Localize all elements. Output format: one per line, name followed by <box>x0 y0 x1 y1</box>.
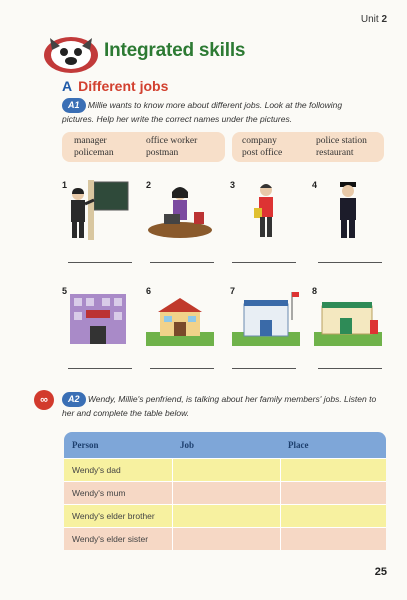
job-cell[interactable] <box>172 527 280 550</box>
person-cell: Wendy's mum <box>64 481 172 504</box>
picture-number: 6 <box>146 286 152 296</box>
picture-number: 7 <box>230 286 236 296</box>
manager-picture <box>64 180 132 240</box>
table-header: Place <box>280 432 386 458</box>
answer-line[interactable] <box>150 368 214 369</box>
unit-number: 2 <box>381 14 387 25</box>
unit-text: Unit <box>360 14 379 25</box>
dog-mascot-icon <box>42 30 100 76</box>
unit-label <box>361 14 387 25</box>
police-station-picture <box>232 290 300 350</box>
person-cell: Wendy's elder sister <box>64 527 172 550</box>
word-item: restaurant <box>316 148 354 158</box>
section-title: Different jobs <box>78 78 169 94</box>
picture-number: 4 <box>312 180 318 190</box>
word-item: policeman <box>74 148 114 158</box>
policeman-picture <box>314 180 382 240</box>
answer-line[interactable] <box>318 368 382 369</box>
answer-line[interactable] <box>318 262 382 263</box>
table-row <box>64 458 386 481</box>
picture-number: 1 <box>62 180 68 190</box>
postman-picture <box>232 180 300 240</box>
word-item: post office <box>242 148 283 158</box>
a2-text: Wendy, Millie's penfriend, is talking about her family members' jobs. Listen to her and complete the table below. <box>62 394 377 418</box>
a2-tag: A2 <box>62 392 86 407</box>
page-number: 25 <box>374 566 387 578</box>
word-item: postman <box>146 148 179 158</box>
answer-line[interactable] <box>150 262 214 263</box>
job-cell[interactable] <box>172 504 280 527</box>
a1-tag: A1 <box>62 98 86 113</box>
place-cell[interactable] <box>280 481 386 504</box>
word-box-places <box>232 132 384 162</box>
listening-icon: ∞ <box>34 390 54 410</box>
table-row <box>64 527 386 550</box>
job-cell[interactable] <box>172 481 280 504</box>
company-picture <box>64 288 132 348</box>
answer-line[interactable] <box>232 368 296 369</box>
page-title: Integrated skills <box>104 40 246 61</box>
post-office-picture <box>314 290 382 350</box>
place-cell[interactable] <box>280 527 386 550</box>
picture-number: 3 <box>230 180 236 190</box>
picture-number: 8 <box>312 286 318 296</box>
restaurant-picture <box>146 290 214 350</box>
answer-line[interactable] <box>68 368 132 369</box>
word-item: manager <box>74 136 107 146</box>
picture-number: 5 <box>62 286 68 296</box>
picture-number: 2 <box>146 180 152 190</box>
office-worker-picture <box>146 180 214 240</box>
section-letter: A <box>62 78 73 94</box>
job-cell[interactable] <box>172 458 280 481</box>
place-cell[interactable] <box>280 458 386 481</box>
table-row <box>64 481 386 504</box>
jobs-table <box>64 432 386 550</box>
a2-instruction <box>62 392 382 420</box>
word-item: company <box>242 136 277 146</box>
table-header: Job <box>172 432 280 458</box>
section-a-heading <box>62 78 168 94</box>
word-item: police station <box>316 136 367 146</box>
a1-text: Millie wants to know more about different jobs. Look at the following pictures. Help her write the correct names under the pictures. <box>62 100 343 124</box>
a1-instruction <box>62 98 362 126</box>
table-row <box>64 504 386 527</box>
answer-line[interactable] <box>68 262 132 263</box>
answer-line[interactable] <box>232 262 296 263</box>
person-cell: Wendy's elder brother <box>64 504 172 527</box>
word-box-jobs <box>62 132 225 162</box>
word-item: office worker <box>146 136 198 146</box>
person-cell: Wendy's dad <box>64 458 172 481</box>
table-header: Person <box>64 432 172 458</box>
place-cell[interactable] <box>280 504 386 527</box>
